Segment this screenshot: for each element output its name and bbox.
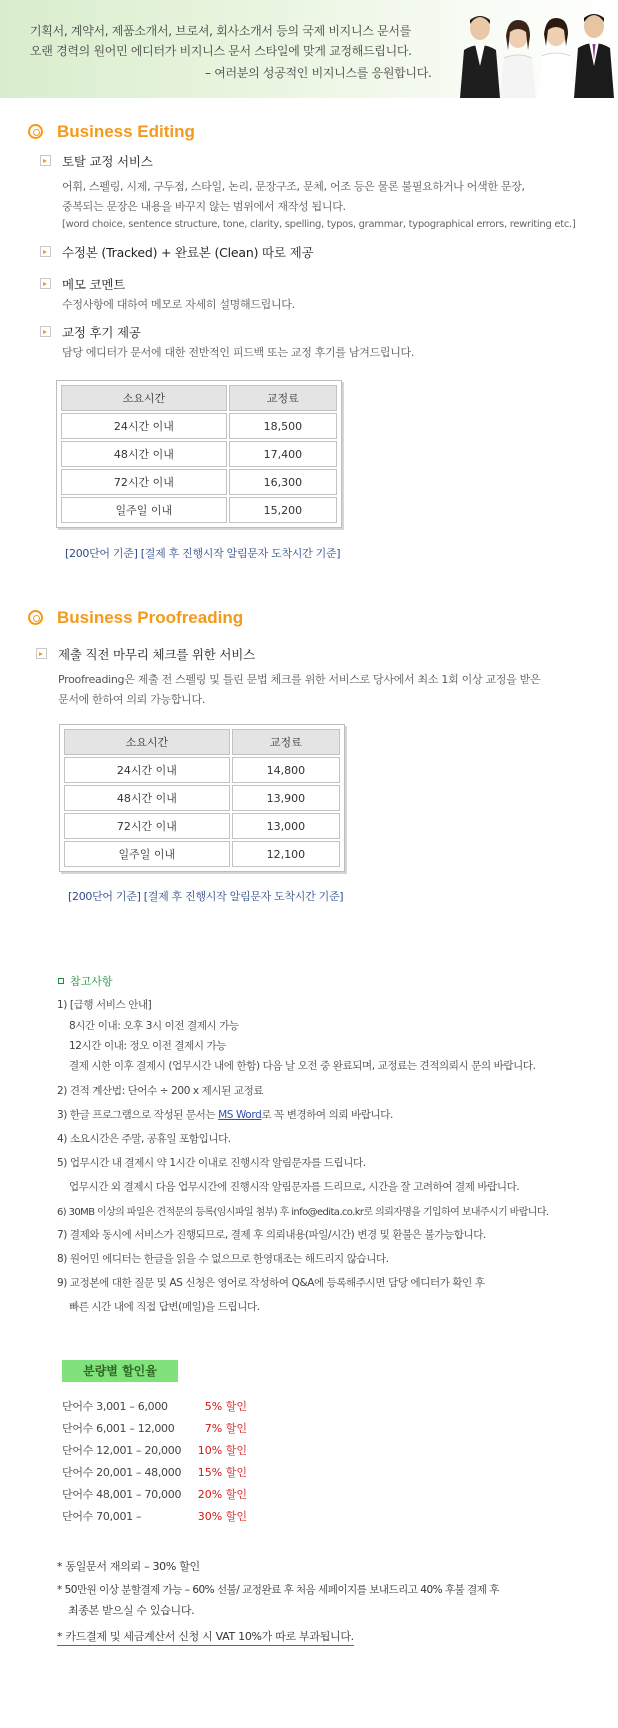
- editing-item-title: 수정본 (Tracked) + 완료본 (Clean) 따로 제공: [62, 245, 314, 260]
- editing-item-desc: 수정사항에 대하여 메모로 자세히 설명해드립니다.: [62, 298, 295, 311]
- proofreading-item-title: 제출 직전 마무리 체크를 위한 서비스: [58, 647, 255, 662]
- arrow-bullet-icon: [40, 246, 51, 257]
- arrow-bullet-icon: [40, 155, 51, 166]
- table-row: [61, 469, 337, 495]
- notes-heading: [58, 973, 113, 989]
- editing-section-title: Business Editing: [57, 122, 195, 141]
- note-text: 로 꼭 변경하여 의뢰 바랍니다.: [261, 1109, 393, 1121]
- table-cell: 72시간 이내: [61, 469, 227, 495]
- section-target-icon: [28, 610, 43, 625]
- table-header: 교정료: [232, 729, 340, 755]
- proofreading-table-note: [200단어 기준] [결제 후 진행시작 알림문자 도착시간 기준]: [68, 890, 344, 903]
- discount-range: 단어수 48,001 – 70,000: [62, 1488, 182, 1501]
- table-cell: 16,300: [229, 469, 337, 495]
- table-row: [64, 757, 340, 783]
- note-line: 9) 교정본에 대한 질문 및 AS 신청은 영어로 작성하여 Q&A에 등록해주시면 담당 에디터가 확인 후: [57, 1277, 485, 1289]
- note-line: 12시간 이내: 정오 이전 결제시 가능: [69, 1040, 227, 1052]
- table-cell: 14,800: [232, 757, 340, 783]
- editing-item-title: 토탈 교정 서비스: [62, 154, 153, 169]
- discount-range: 단어수 3,001 – 6,000: [62, 1400, 168, 1413]
- table-header: 소요시간: [64, 729, 230, 755]
- proofreading-desc: Proofreading은 제출 전 스펠링 및 틀린 문법 체크를 위한 서비스로 당사에서 최소 1회 이상 교정을 받은: [58, 673, 541, 686]
- notes-heading-label: 참고사항: [70, 975, 113, 988]
- table-row: [64, 813, 340, 839]
- table-cell: 15,200: [229, 497, 337, 523]
- table-cell: 13,000: [232, 813, 340, 839]
- discount-heading: 분량별 할인율: [62, 1360, 178, 1382]
- arrow-bullet-icon: [40, 278, 51, 289]
- footer-note: 최종본 받으실 수 있습니다.: [68, 1604, 195, 1617]
- note-line: 2) 견적 계산법: 단어수 ÷ 200 x 제시된 교정료: [57, 1085, 264, 1097]
- intro-line-1: 기획서, 계약서, 제품소개서, 브로셔, 회사소개서 등의 국제 비지니스 문서를: [30, 24, 411, 38]
- table-row: [64, 841, 340, 867]
- table-row: [61, 413, 337, 439]
- editing-item-desc: 어휘, 스펠링, 시제, 구두점, 스타일, 논리, 문장구조, 문체, 어조 등은 물론 불필요하거나 어색한 문장,: [62, 180, 525, 193]
- discount-rate: 5% 할인: [204, 1400, 247, 1413]
- discount-rate: 15% 할인: [197, 1466, 247, 1479]
- discount-rate: 30% 할인: [197, 1510, 247, 1523]
- table-header: 소요시간: [61, 385, 227, 411]
- table-cell: 48시간 이내: [61, 441, 227, 467]
- editing-price-table: [56, 380, 342, 528]
- table-cell: 17,400: [229, 441, 337, 467]
- ms-word-link[interactable]: MS Word: [218, 1109, 262, 1121]
- footer-note: * 카드결제 및 세금계산서 신청 시 VAT 10%가 따로 부과됩니다.: [57, 1628, 354, 1646]
- proofreading-section-title: Business Proofreading: [57, 608, 244, 627]
- business-people-photo: [458, 6, 616, 98]
- note-line: 4) 소요시간은 주말, 공휴일 포함입니다.: [57, 1133, 231, 1145]
- note-line: 6) 30MB 이상의 파일은 견적문의 등록(임시파일 첨부) 후 info@edita.co.kr로 의뢰자명을 기입하여 보내주시기 바랍니다.: [57, 1207, 549, 1218]
- table-cell: 24시간 이내: [64, 757, 230, 783]
- table-cell: 12,100: [232, 841, 340, 867]
- table-cell: 일주일 이내: [61, 497, 227, 523]
- discount-rate: 20% 할인: [197, 1488, 247, 1501]
- note-line: 업무시간 외 결제시 다음 업무시간에 진행시작 알림문자를 드리므로, 시간을 잘 고려하여 결제 바랍니다.: [69, 1181, 520, 1193]
- table-cell: 48시간 이내: [64, 785, 230, 811]
- note-line: 빠른 시간 내에 직접 답변(메일)을 드립니다.: [69, 1301, 260, 1313]
- note-line: 1) [급행 서비스 안내]: [57, 999, 152, 1011]
- note-text: 3) 한글 프로그램으로 작성된 문서는: [57, 1109, 219, 1121]
- note-line: 결제 시한 이후 결제시 (업무시간 내에 한함) 다음 날 오전 중 완료되며, 교정료는 견적의뢰시 문의 바랍니다.: [69, 1060, 536, 1072]
- discount-range: 단어수 6,001 – 12,000: [62, 1422, 175, 1435]
- proofreading-price-table: [59, 724, 345, 872]
- note-line: 5) 업무시간 내 결제시 약 1시간 이내로 진행시작 알림문자를 드립니다.: [57, 1157, 366, 1169]
- note-line: 8) 원어민 에디터는 한글을 읽을 수 없으므로 한영대조는 해드리지 않습니다.: [57, 1253, 389, 1265]
- table-header-row: [64, 729, 340, 755]
- discount-rate: 10% 할인: [197, 1444, 247, 1457]
- section-target-icon: [28, 124, 43, 139]
- discount-range: 단어수 70,001 –: [62, 1510, 142, 1523]
- intro-line-3: – 여러분의 성공적인 비지니스를 응원합니다.: [205, 66, 432, 80]
- table-cell: 일주일 이내: [64, 841, 230, 867]
- arrow-bullet-icon: [40, 326, 51, 337]
- note-line: 8시간 이내: 오후 3시 이전 결제시 가능: [69, 1020, 239, 1032]
- discount-range: 단어수 20,001 – 48,000: [62, 1466, 182, 1479]
- table-cell: 18,500: [229, 413, 337, 439]
- footer-note: * 50만원 이상 분할결제 가능 – 60% 선불/ 교정완료 후 처음 세페이지를 보내드리고 40% 후불 결제 후: [57, 1584, 499, 1596]
- square-bullet-icon: [58, 978, 64, 984]
- arrow-bullet-icon: [36, 648, 47, 659]
- table-row: [61, 497, 337, 523]
- proofreading-desc: 문서에 한하여 의뢰 가능합니다.: [58, 693, 206, 706]
- table-header-row: [61, 385, 337, 411]
- table-header: 교정료: [229, 385, 337, 411]
- note-line: [57, 1107, 393, 1122]
- editing-table-note: [200단어 기준] [결제 후 진행시작 알림문자 도착시간 기준]: [65, 547, 341, 560]
- intro-line-2: 오랜 경력의 원어민 에디터가 비지니스 문서 스타일에 맞게 교정해드립니다.: [30, 44, 412, 58]
- note-line: 7) 결제와 동시에 서비스가 진행되므로, 결제 후 의뢰내용(파일/시간) 변경 및 환불은 불가능합니다.: [57, 1229, 486, 1241]
- table-cell: 72시간 이내: [64, 813, 230, 839]
- table-row: [61, 441, 337, 467]
- table-cell: 13,900: [232, 785, 340, 811]
- footer-note: * 동일문서 재의뢰 – 30% 할인: [57, 1560, 200, 1573]
- editing-item-title: 교정 후기 제공: [62, 325, 141, 340]
- discount-range: 단어수 12,001 – 20,000: [62, 1444, 182, 1457]
- table-row: [64, 785, 340, 811]
- discount-rate: 7% 할인: [204, 1422, 247, 1435]
- table-cell: 24시간 이내: [61, 413, 227, 439]
- editing-item-desc-en: [word choice, sentence structure, tone, clarity, spelling, typos, grammar, typographical errors, rewriting etc.]: [62, 219, 576, 230]
- editing-item-desc: 중복되는 문장은 내용을 바꾸지 않는 범위에서 재작성 됩니다.: [62, 200, 346, 213]
- editing-item-desc: 담당 에디터가 문서에 대한 전반적인 피드백 또는 교정 후기를 남겨드립니다.: [62, 346, 415, 359]
- editing-item-title: 메모 코멘트: [62, 277, 126, 292]
